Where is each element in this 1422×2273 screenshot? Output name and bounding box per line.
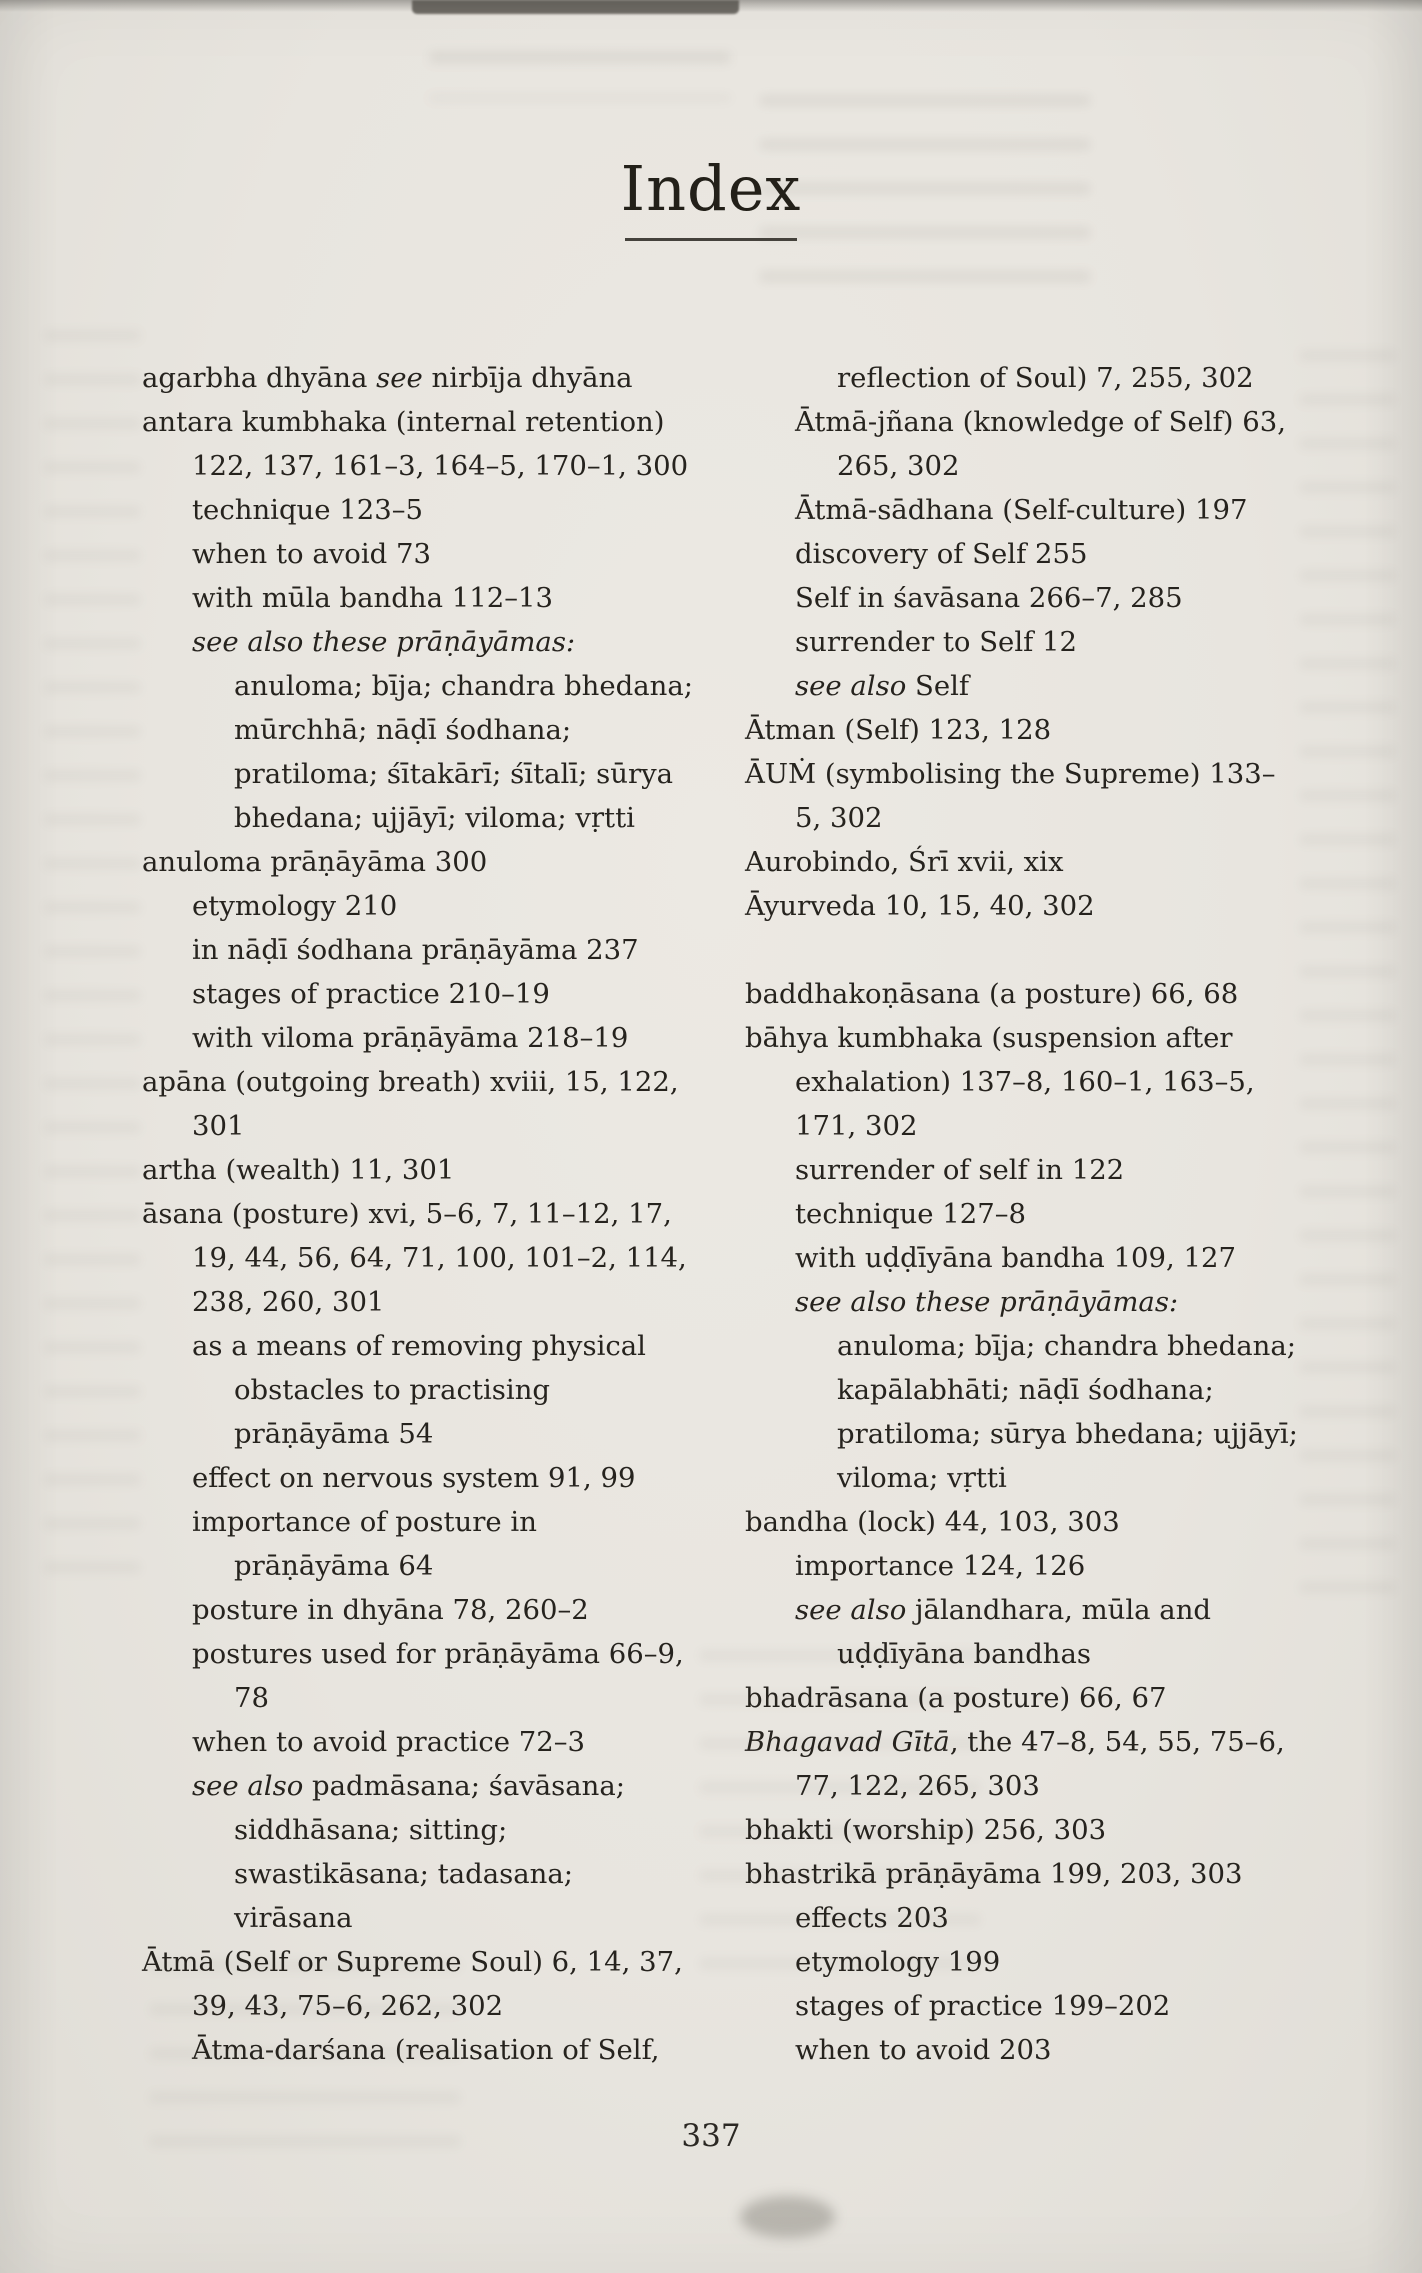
index-text-segment: see also	[795, 670, 916, 702]
index-line	[745, 1456, 1312, 1500]
section-gap	[745, 928, 1312, 972]
index-line	[745, 1720, 1312, 1764]
index-column-left	[142, 356, 709, 2072]
index-text-segment: 5, 302	[795, 802, 883, 834]
index-line	[142, 928, 709, 972]
index-line	[142, 1104, 709, 1148]
index-text-segment: apāna (outgoing breath) xviii, 15, 122,	[142, 1066, 679, 1098]
index-line	[142, 1940, 709, 1984]
index-text-segment: jālandhara, mūla and	[915, 1594, 1212, 1626]
index-text-segment: padmāsana; śavāsana;	[312, 1770, 626, 1802]
index-line	[745, 840, 1312, 884]
index-text-segment: Ātmā-jñana (knowledge of Self) 63,	[795, 406, 1286, 438]
index-text-segment: effects 203	[795, 1902, 949, 1934]
index-line	[142, 356, 709, 400]
index-line	[745, 1632, 1312, 1676]
index-line	[142, 1852, 709, 1896]
index-line	[745, 1852, 1312, 1896]
index-line	[142, 1676, 709, 1720]
index-line	[142, 972, 709, 1016]
index-text-segment: bhedana; ujjāyī; viloma; vṛtti	[234, 802, 635, 834]
index-text-segment: 238, 260, 301	[192, 1286, 385, 1318]
index-line	[745, 532, 1312, 576]
index-text-segment: 19, 44, 56, 64, 71, 100, 101–2, 114,	[192, 1242, 687, 1274]
index-line	[745, 1940, 1312, 1984]
index-text-segment: 77, 122, 265, 303	[795, 1770, 1040, 1802]
index-line	[745, 1764, 1312, 1808]
index-line	[745, 664, 1312, 708]
scan-smudge-artifact	[740, 2196, 835, 2238]
index-line	[745, 1588, 1312, 1632]
index-line	[745, 356, 1312, 400]
index-line	[745, 1060, 1312, 1104]
index-line	[142, 1632, 709, 1676]
scan-edge-artifact	[412, 0, 739, 14]
index-text-segment: 122, 137, 161–3, 164–5, 170–1, 300	[192, 450, 689, 482]
index-line	[745, 1016, 1312, 1060]
index-text-segment: baddhakoṇāsana (a posture) 66, 68	[745, 978, 1239, 1010]
index-text-segment: etymology 210	[192, 890, 398, 922]
index-text-segment: surrender to Self 12	[795, 626, 1078, 658]
index-line	[745, 1148, 1312, 1192]
index-line	[142, 708, 709, 752]
index-line	[142, 1412, 709, 1456]
page-title: Index	[620, 152, 802, 225]
index-line	[142, 1896, 709, 1940]
index-text-segment: swastikāsana; tadasana;	[234, 1858, 574, 1890]
index-text-segment: virāsana	[234, 1902, 353, 1934]
index-text-segment: importance 124, 126	[795, 1550, 1086, 1582]
index-line	[142, 1588, 709, 1632]
index-text-segment: pratiloma; sūrya bhedana; ujjāyī;	[837, 1418, 1298, 1450]
index-line	[745, 1368, 1312, 1412]
index-text-segment: Aurobindo, Śrī xvii, xix	[745, 846, 1064, 878]
index-text-segment: anuloma prāṇāyāma 300	[142, 846, 488, 878]
index-line	[142, 1016, 709, 1060]
index-text-segment: when to avoid 73	[192, 538, 431, 570]
index-line	[142, 840, 709, 884]
index-line	[745, 1104, 1312, 1148]
index-line	[745, 1984, 1312, 2028]
index-text-segment: with viloma prāṇāyāma 218–19	[192, 1022, 629, 1054]
index-text-segment: viloma; vṛtti	[837, 1462, 1007, 1494]
index-text-segment: 171, 302	[795, 1110, 918, 1142]
index-text-segment: bāhya kumbhaka (suspension after	[745, 1022, 1233, 1054]
index-text-segment: agarbha dhyāna	[142, 362, 377, 394]
index-line	[142, 1324, 709, 1368]
index-line	[142, 1500, 709, 1544]
index-line	[745, 1236, 1312, 1280]
index-text-segment: anuloma; bīja; chandra bhedana;	[234, 670, 694, 702]
index-text-segment: bhadrāsana (a posture) 66, 67	[745, 1682, 1167, 1714]
index-text-segment: importance of posture in	[192, 1506, 537, 1538]
index-line	[142, 752, 709, 796]
index-text-segment: Self	[915, 670, 970, 702]
index-text-segment: as a means of removing physical	[192, 1330, 646, 1362]
index-text-segment: surrender of self in 122	[795, 1154, 1125, 1186]
index-text-segment: obstacles to practising	[234, 1374, 551, 1406]
index-text-segment: ĀUṀ (symbolising the Supreme) 133–	[745, 758, 1276, 790]
index-text-segment: Bhagavad Gītā	[745, 1726, 950, 1758]
index-text-segment: in nāḍī śodhana prāṇāyāma 237	[192, 934, 639, 966]
index-text-segment: Ātma-darśana (realisation of Self,	[192, 2034, 660, 2066]
index-text-segment: reflection of Soul) 7, 255, 302	[837, 362, 1254, 394]
index-line	[745, 2028, 1312, 2072]
index-text-segment: see also these prāṇāyāmas:	[192, 626, 576, 658]
index-text-segment: Self in śavāsana 266–7, 285	[795, 582, 1183, 614]
index-text-segment: 39, 43, 75–6, 262, 302	[192, 1990, 504, 2022]
index-text-segment: bandha (lock) 44, 103, 303	[745, 1506, 1120, 1538]
index-line	[745, 620, 1312, 664]
index-text-segment: exhalation) 137–8, 160–1, 163–5,	[795, 1066, 1255, 1098]
index-text-segment: see also	[795, 1594, 916, 1626]
index-line	[142, 1148, 709, 1192]
index-text-segment: 265, 302	[837, 450, 960, 482]
index-line	[142, 1456, 709, 1500]
index-text-segment: āsana (posture) xvi, 5–6, 7, 11–12, 17,	[142, 1198, 672, 1230]
index-line	[142, 796, 709, 840]
index-line	[142, 488, 709, 532]
index-text-segment: prāṇāyāma 64	[234, 1550, 434, 1582]
index-line	[745, 972, 1312, 1016]
index-text-segment: discovery of Self 255	[795, 538, 1088, 570]
index-text-segment: technique 123–5	[192, 494, 424, 526]
index-text-segment: bhastrikā prāṇāyāma 199, 203, 303	[745, 1858, 1243, 1890]
index-text-segment: 301	[192, 1110, 245, 1142]
page-header	[0, 152, 1422, 241]
bleed-through-artifact	[1300, 350, 1395, 1600]
index-text-segment: technique 127–8	[795, 1198, 1027, 1230]
index-text-segment: prāṇāyāma 54	[234, 1418, 434, 1450]
index-text-segment: kapālabhāti; nāḍī śodhana;	[837, 1374, 1214, 1406]
index-line	[142, 1060, 709, 1104]
index-line	[142, 1764, 709, 1808]
index-line	[745, 1544, 1312, 1588]
index-text-segment: 78	[234, 1682, 269, 1714]
index-line	[142, 664, 709, 708]
index-text-segment: stages of practice 210–19	[192, 978, 550, 1010]
index-text-segment: etymology 199	[795, 1946, 1001, 1978]
index-line	[142, 1280, 709, 1324]
index-line	[142, 620, 709, 664]
index-line	[142, 1544, 709, 1588]
index-text-segment: see also these prāṇāyāmas:	[795, 1286, 1179, 1318]
index-text-segment: see	[376, 362, 423, 394]
index-line	[745, 576, 1312, 620]
index-line	[142, 1984, 709, 2028]
index-text-segment: when to avoid 203	[795, 2034, 1052, 2066]
index-line	[142, 1192, 709, 1236]
index-line	[142, 1720, 709, 1764]
bleed-through-artifact	[45, 330, 140, 1580]
index-line	[745, 488, 1312, 532]
index-text-segment: bhakti (worship) 256, 303	[745, 1814, 1107, 1846]
index-line	[745, 1676, 1312, 1720]
index-text-segment: uḍḍīyāna bandhas	[837, 1638, 1092, 1670]
index-text-segment: see also	[192, 1770, 313, 1802]
index-text-segment: stages of practice 199–202	[795, 1990, 1171, 2022]
index-line	[745, 1500, 1312, 1544]
index-line	[142, 2028, 709, 2072]
index-line	[142, 1368, 709, 1412]
index-text-segment: postures used for prāṇāyāma 66–9,	[192, 1638, 684, 1670]
index-line	[142, 1236, 709, 1280]
index-text-segment: anuloma; bīja; chandra bhedana;	[837, 1330, 1297, 1362]
index-text-segment: artha (wealth) 11, 301	[142, 1154, 455, 1186]
index-text-segment: effect on nervous system 91, 99	[192, 1462, 636, 1494]
index-text-segment: antara kumbhaka (internal retention)	[142, 406, 665, 438]
index-text-segment: when to avoid practice 72–3	[192, 1726, 586, 1758]
index-text-segment: pratiloma; śītakārī; śītalī; sūrya	[234, 758, 674, 790]
index-line	[142, 576, 709, 620]
index-text-segment: with mūla bandha 112–13	[192, 582, 553, 614]
index-text-segment: posture in dhyāna 78, 260–2	[192, 1594, 589, 1626]
index-text-segment: siddhāsana; sitting;	[234, 1814, 508, 1846]
index-line	[745, 444, 1312, 488]
index-line	[142, 1808, 709, 1852]
index-line	[142, 884, 709, 928]
index-text-segment: mūrchhā; nāḍī śodhana;	[234, 714, 572, 746]
index-line	[745, 1192, 1312, 1236]
bleed-through-artifact	[430, 52, 730, 100]
index-line	[745, 752, 1312, 796]
index-column-right	[745, 356, 1312, 2072]
index-text-segment: Ātman (Self) 123, 128	[745, 714, 1052, 746]
index-text-segment: Ātmā (Self or Supreme Soul) 6, 14, 37,	[142, 1946, 683, 1978]
title-rule	[625, 238, 797, 241]
index-line	[745, 708, 1312, 752]
index-line	[745, 1412, 1312, 1456]
index-text-segment: Ātmā-sādhana (Self-culture) 197	[795, 494, 1248, 526]
index-line	[142, 532, 709, 576]
index-line	[745, 1808, 1312, 1852]
index-line	[745, 1324, 1312, 1368]
page-number: 337	[681, 2118, 741, 2154]
index-line	[745, 1896, 1312, 1940]
index-text-segment: nirbīja dhyāna	[422, 362, 633, 394]
index-line	[745, 884, 1312, 928]
index-line	[745, 796, 1312, 840]
index-columns	[142, 356, 1312, 2072]
index-text-segment: with uḍḍīyāna bandha 109, 127	[795, 1242, 1236, 1274]
index-line	[745, 1280, 1312, 1324]
index-text-segment: , the 47–8, 54, 55, 75–6,	[949, 1726, 1285, 1758]
index-line	[142, 400, 709, 444]
index-line	[745, 400, 1312, 444]
index-text-segment: Āyurveda 10, 15, 40, 302	[745, 890, 1095, 922]
index-line	[142, 444, 709, 488]
